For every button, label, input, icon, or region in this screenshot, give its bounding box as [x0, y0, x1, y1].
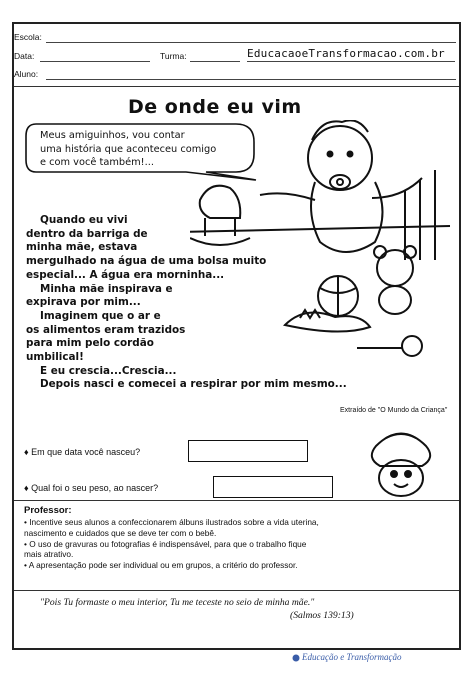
question-birth-weight: ♦ Qual foi o seu peso, ao nascer?: [24, 483, 159, 493]
section-divider: [14, 500, 459, 501]
class-field[interactable]: [190, 61, 240, 62]
note-line: • Incentive seus alunos a confeccionarem álbuns ilustrados sobre a vida uterina,: [24, 517, 319, 527]
birth-weight-answer-box[interactable]: [213, 476, 333, 498]
story-line: Quando eu vivi: [40, 214, 128, 226]
student-label: Aluno:: [14, 69, 39, 79]
bubble-line: uma história que aconteceu comigo: [40, 143, 217, 155]
professor-notes: [24, 517, 454, 571]
school-label: Escola:: [14, 32, 42, 42]
header-divider: [14, 86, 459, 87]
question-birth-date: ♦ Em que data você nasceu?: [24, 447, 141, 457]
class-label: Turma:: [160, 51, 187, 61]
quote-text: "Pois Tu formaste o meu interior, Tu me teceste no seio de minha mãe.": [40, 597, 315, 608]
site-url: EducacaoeTransformacao.com.br: [247, 47, 445, 60]
pacifier-icon: [356, 428, 446, 508]
story-text: [26, 214, 347, 392]
bubble-line: Meus amiguinhos, vou contar: [40, 130, 185, 141]
story-line: dentro da barriga de: [26, 227, 148, 240]
story-line: para mim pelo cordão: [26, 337, 154, 350]
note-line: • O uso de gravuras ou fotografias é indispensável, para que o trabalho fique: [24, 538, 307, 549]
story-line: especial... A água era morninha...: [26, 268, 225, 281]
bubble-line: e com você também!...: [40, 157, 154, 168]
source-credit: Extraído de "O Mundo da Criança": [340, 407, 448, 414]
note-line: nascimento e cuidados que se deve ter com o bebê.: [24, 527, 217, 538]
date-field[interactable]: [40, 61, 150, 62]
school-field[interactable]: [46, 42, 456, 43]
note-line: mais atrativo.: [24, 549, 74, 560]
professor-title: Professor:: [24, 505, 72, 516]
birth-date-answer-box[interactable]: [188, 440, 308, 462]
story-line: mergulhado na água de uma bolsa muito: [26, 255, 267, 268]
story-line: Imaginem que o ar e: [40, 309, 161, 322]
question-text: Qual foi o seu peso, ao nascer?: [31, 483, 159, 493]
story-line: umbilical!: [26, 351, 84, 364]
brand-logo-icon: [292, 654, 300, 662]
story-line: expirava por mim...: [26, 296, 141, 309]
quote-reference: (Salmos 139:13): [290, 610, 354, 621]
question-text: Em que data você nasceu?: [31, 447, 141, 457]
page-title: De onde eu vim: [128, 96, 302, 118]
story-line: Minha mãe inspirava e: [40, 282, 173, 295]
site-underline: [247, 61, 455, 62]
story-line: E eu crescia...Crescia...: [40, 364, 177, 377]
quote-divider: [14, 590, 459, 591]
note-line: • A apresentação pode ser individual ou em grupos, a critério do professor.: [24, 560, 298, 571]
brand-name: Educação e Transformação: [302, 652, 402, 662]
story-line: minha mãe, estava: [26, 241, 138, 254]
date-label: Data:: [14, 51, 35, 61]
baby-head-icon: [308, 126, 372, 190]
student-field[interactable]: [46, 79, 456, 80]
story-line: os alimentos eram trazidos: [26, 323, 186, 336]
bible-quote: [40, 596, 450, 622]
story-line: Depois nasci e comecei a respirar por mim mesmo...: [40, 378, 347, 391]
speech-bubble-text: [40, 129, 216, 170]
